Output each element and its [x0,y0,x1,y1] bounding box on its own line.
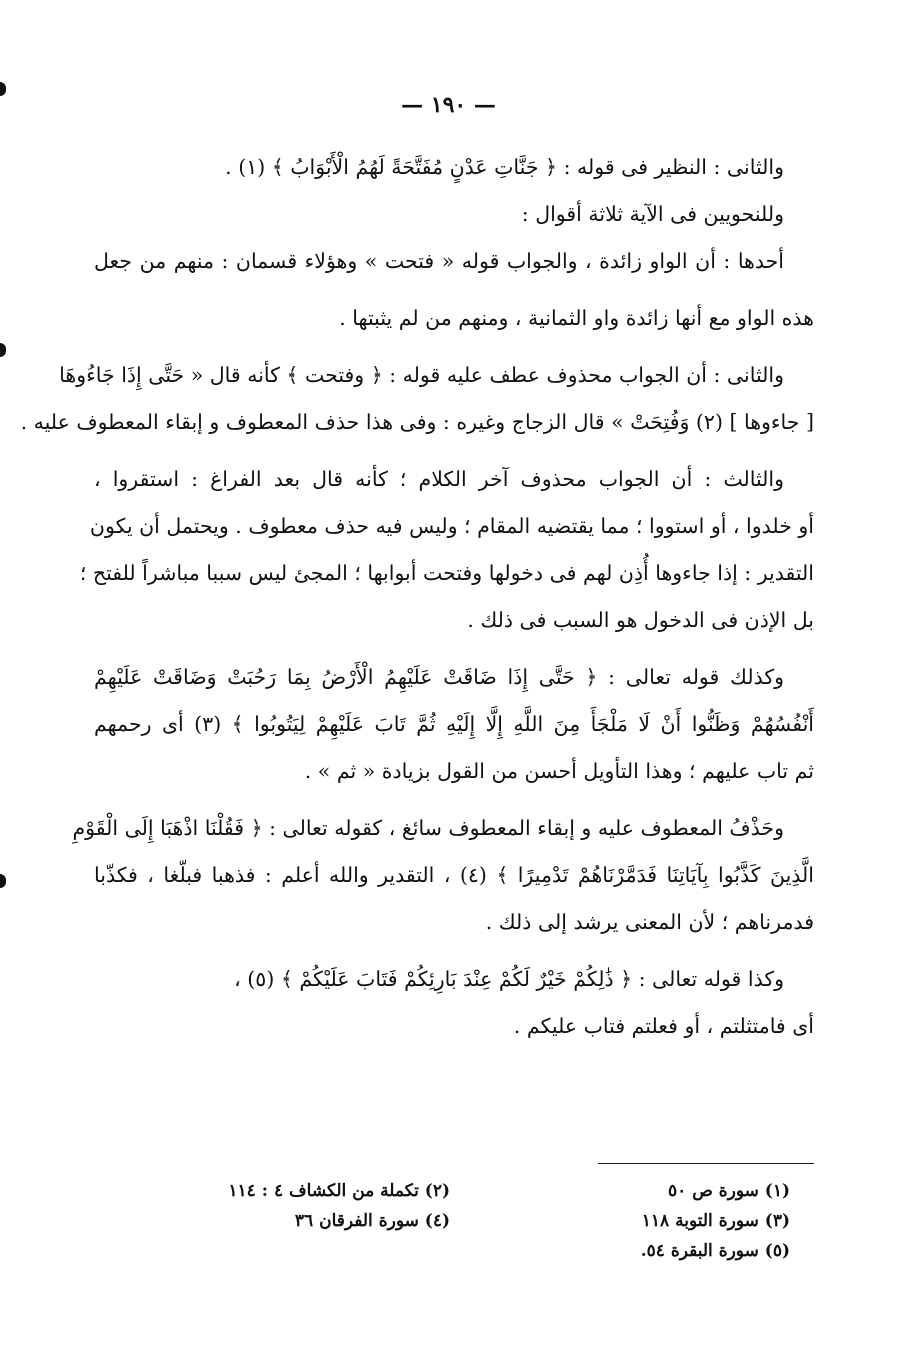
footnote-1: (١) سورة ص ٥٠ [668,1181,790,1201]
text-line: وحَذْفُ المعطوف عليه و إبقاء المعطوف سائغ ، كقوله تعالى : ﴿ فَقُلْنَا اذْهَبَا إِلَى الْقَوْمِ [72,816,784,840]
footnote-divider [598,1163,814,1164]
text-line: أَنْفُسُهُمْ وَظَنُّوا أَنْ لَا مَلْجَأَ مِنَ اللَّهِ إِلَّا إِلَيْهِ ثُمَّ تَابَ عَلَيْهِمْ لِيَتُوبُوا ﴾ (٣) أى رحمهم [94,712,814,736]
text-line: ثم تاب عليهم ؛ وهذا التأويل أحسن من القول بزيادة « ثم » . [304,759,814,783]
text-line: [ جاءوها ] (٢) وَفُتِحَتْ » قال الزجاج وغيره : وفى هذا حذف المعطوف و إبقاء المعطوف عليه . [20,410,814,434]
margin-mark [0,343,6,357]
text-line: أو خلدوا ، أو استووا ؛ مما يقتضيه المقام ؛ وليس فيه حذف معطوف . ويحتمل أن يكون [89,514,814,538]
text-line: فدمرناهم ؛ لأن المعنى يرشد إلى ذلك . [485,910,814,934]
text-line: أحدها : أن الواو زائدة ، والجواب قوله « فتحت » وهؤلاء قسمان : منهم من جعل [94,249,784,273]
text-line: هذه الواو مع أنها زائدة واو الثمانية ، ومنهم من لم يثبتها . [339,306,814,330]
footnote-4: (٤) سورة الفرقان ٣٦ [294,1211,450,1231]
margin-mark [0,874,6,888]
page-number: — ١٩٠ — [401,92,496,118]
text-line: والثانى : أن الجواب محذوف عطف عليه قوله : ﴿ وفتحت ﴾ كأنه قال « حَتَّى إِذَا جَاءُوهَا [59,363,784,387]
text-line: والثالث : أن الجواب محذوف آخر الكلام ؛ كأنه قال بعد الفراغ : استقروا ، [94,467,784,491]
main-text [20,152,814,1041]
text-line: وكذلك قوله تعالى : ﴿ حَتَّى إِذَا ضَاقَتْ عَلَيْهِمُ الْأَرْضُ بِمَا رَحُبَتْ وَضَاقَتْ عَلَيْهِمْ [94,665,784,689]
footnote-2: (٢) تكملة من الكشاف ٤ : ١١٤ [228,1181,450,1201]
footnotes [150,1176,790,1266]
footnote-5: (٥) سورة البقرة ٥٤. [640,1241,790,1261]
footnote-3: (٣) سورة التوبة ١١٨ [641,1211,790,1231]
text-line: الَّذِينَ كَذَّبُوا بِآيَاتِنَا فَدَمَّرْنَاهُمْ تَدْمِيرًا ﴾ (٤) ، التقدير والله أعلم : فذهبا فبلّغا ، فكذّبا [94,863,814,887]
text-line: بل الإذن فى الدخول هو السبب فى ذلك . [467,608,814,632]
text-line: وللنحويين فى الآية ثلاثة أقوال : [521,202,784,226]
text-line: وكذا قوله تعالى : ﴿ ذَٰلِكُمْ خَيْرٌ لَكُمْ عِنْدَ بَارِئِكُمْ فَتَابَ عَلَيْكُمْ ﴾ (٥) ، [234,967,784,991]
text-line: والثانى : النظير فى قوله : ﴿ جَنَّاتِ عَدْنٍ مُفَتَّحَةً لَهُمُ الْأَبْوَابُ ﴾ (١) . [225,155,784,179]
text-line: التقدير : إذا جاءوها أُذِن لهم فى دخولها وفتحت أبوابها ؛ المجئ ليس سببا مباشراً للفتح ؛ [79,561,814,585]
text-line: أى فامتثلتم ، أو فعلتم فتاب عليكم . [513,1014,814,1038]
